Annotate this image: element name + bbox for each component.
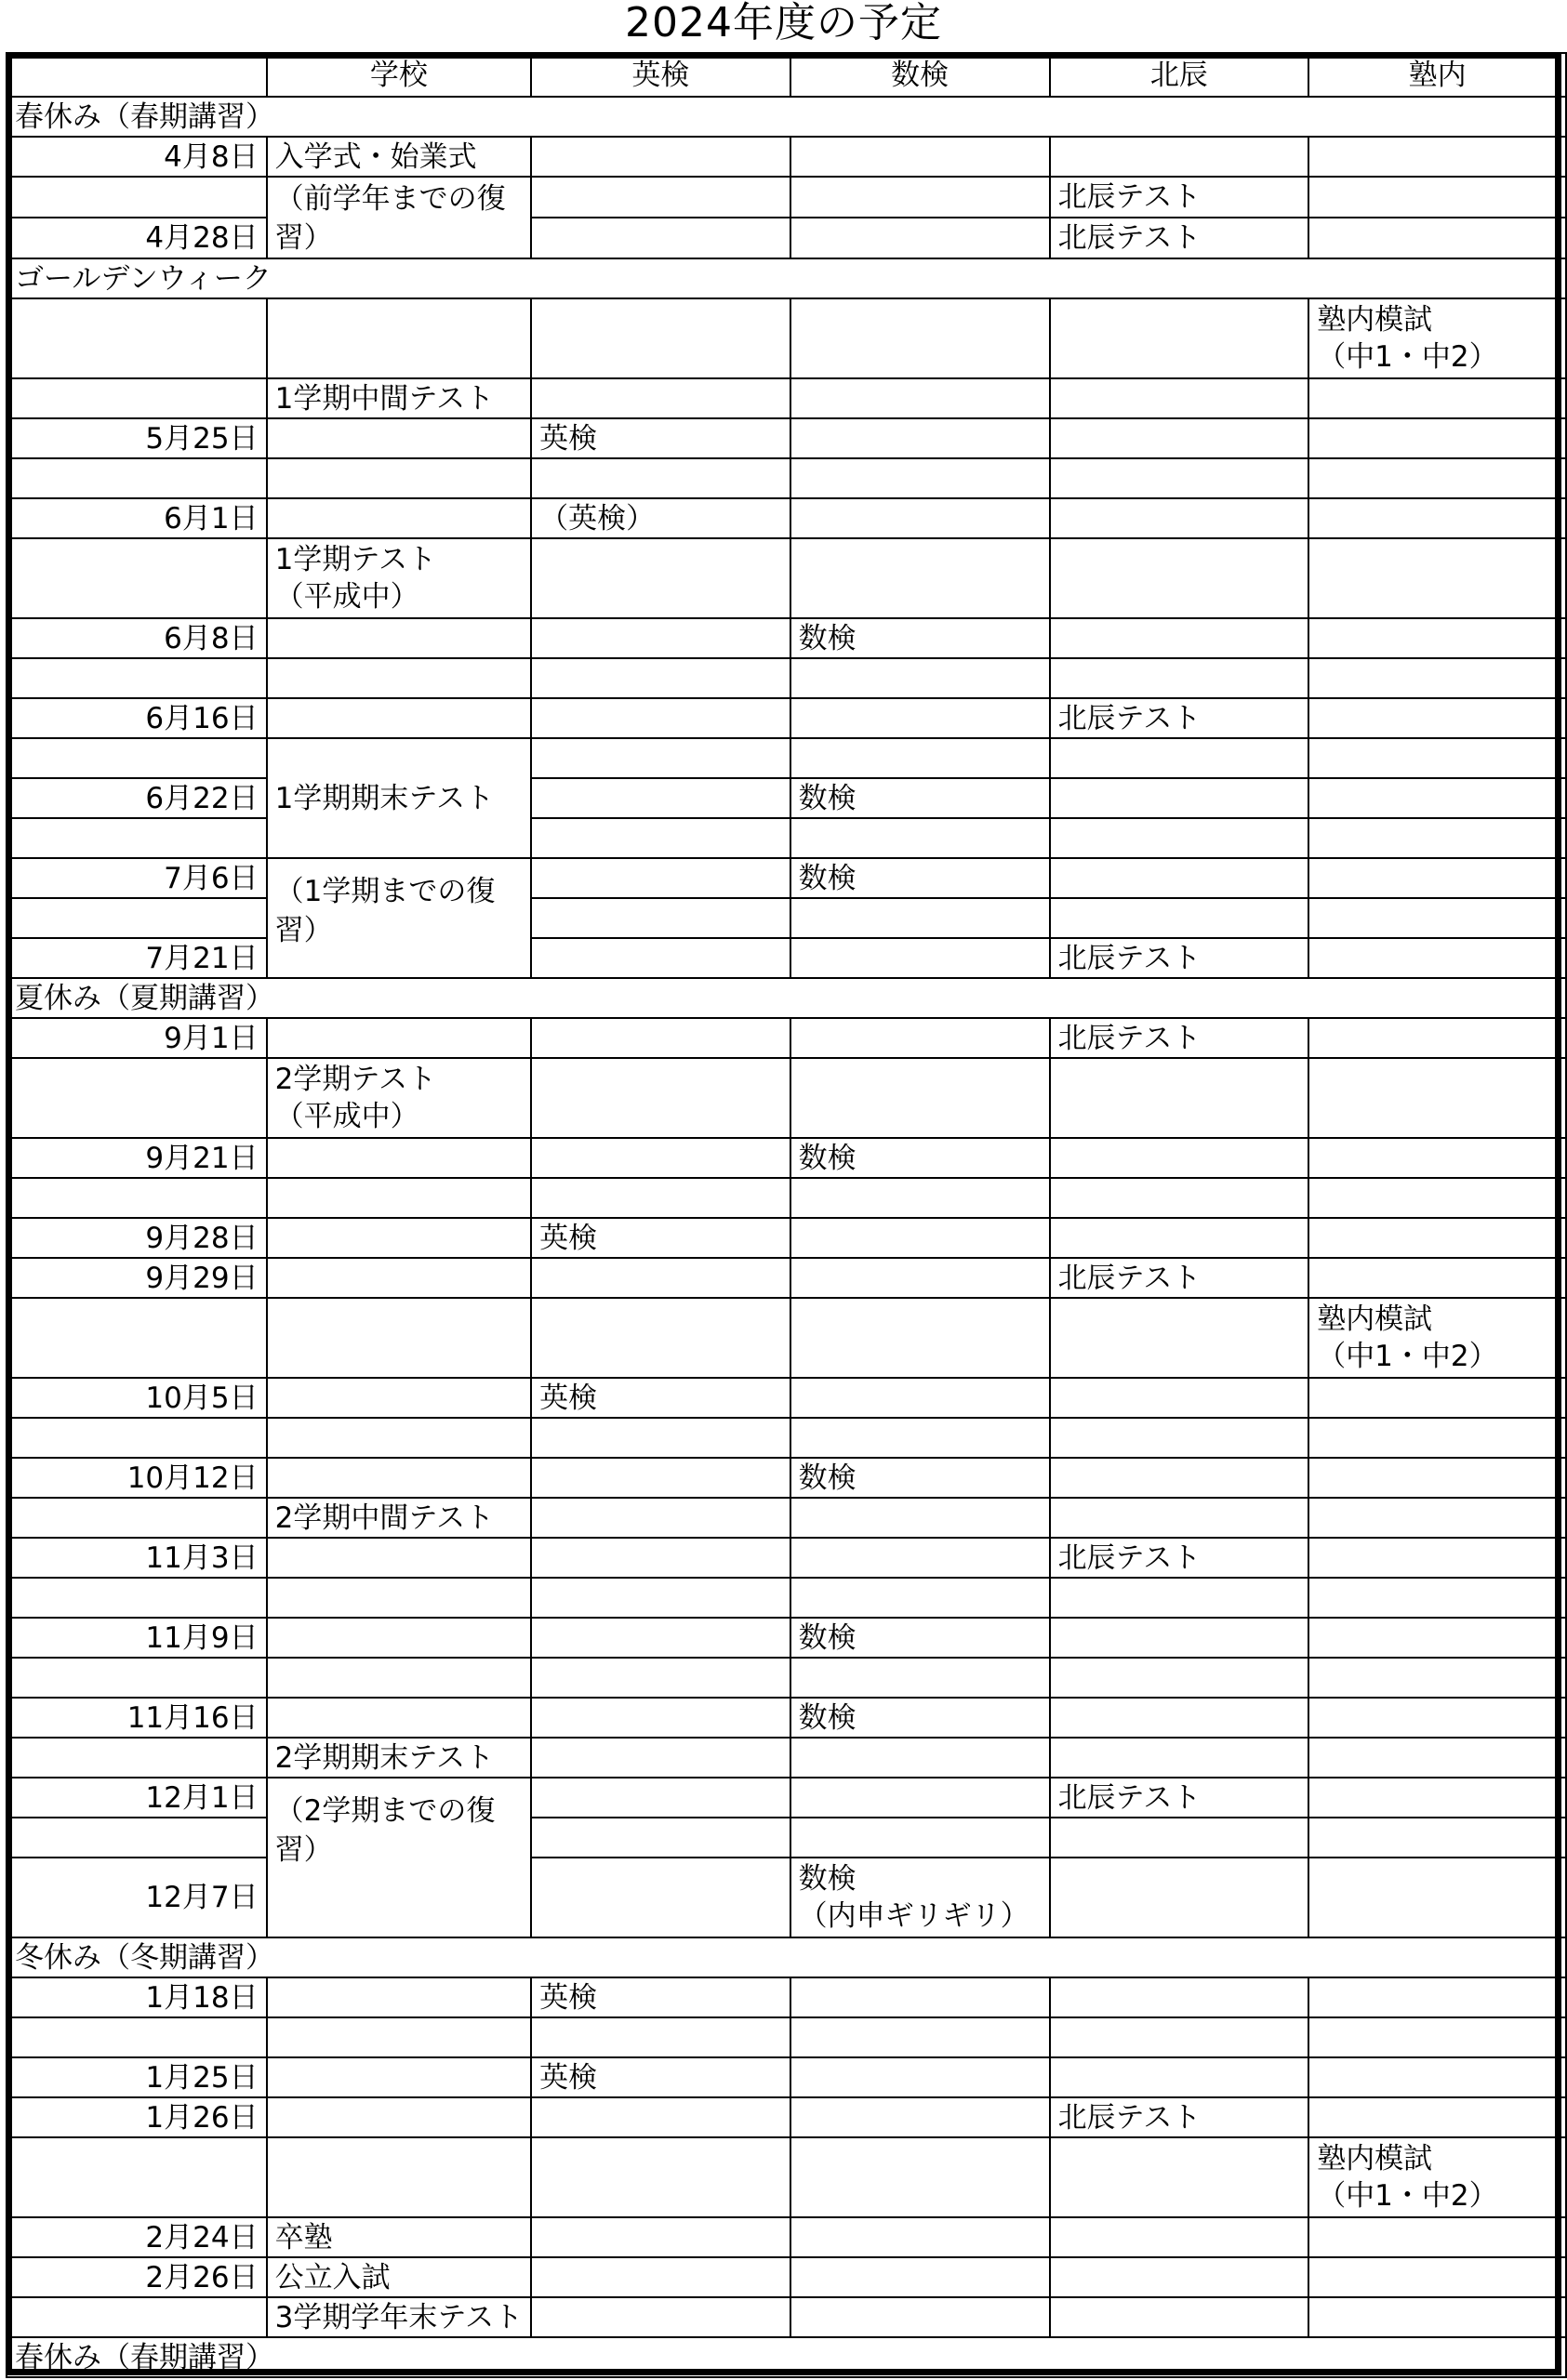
school-cell: （前学年までの復習） bbox=[267, 177, 531, 258]
date-cell: 2月24日 bbox=[7, 2217, 267, 2257]
school-cell: （2学期までの復習） bbox=[267, 1778, 531, 1937]
school-cell: 入学式・始業式 bbox=[267, 137, 531, 177]
date-cell: 12月1日 bbox=[7, 1778, 267, 1818]
suken-cell: 数検 bbox=[790, 1138, 1050, 1178]
page-title: 2024年度の予定 bbox=[625, 0, 942, 46]
section-label: 春休み（春期講習） bbox=[7, 2337, 1566, 2377]
date-cell: 11月3日 bbox=[7, 1538, 267, 1578]
date-cell: 11月9日 bbox=[7, 1618, 267, 1658]
date-cell: 1月25日 bbox=[7, 2057, 267, 2097]
hokushin-cell: 北辰テスト bbox=[1050, 2097, 1309, 2137]
date-cell: 12月7日 bbox=[7, 1858, 267, 1937]
eiken-cell: 英検 bbox=[531, 1378, 790, 1418]
jukunai-cell: 塾内模試 （中1・中2） bbox=[1308, 1298, 1566, 1378]
hokushin-cell: 北辰テスト bbox=[1050, 1778, 1309, 1818]
school-cell: 2学期期末テスト bbox=[267, 1738, 531, 1778]
date-cell: 6月22日 bbox=[7, 778, 267, 818]
suken-cell: 数検 bbox=[790, 1698, 1050, 1738]
header-school: 学校 bbox=[267, 53, 531, 97]
eiken-cell: （英検） bbox=[531, 498, 790, 538]
header-eiken: 英検 bbox=[531, 53, 790, 97]
suken-cell: 数検 bbox=[790, 1618, 1050, 1658]
school-cell: 3学期学年末テスト bbox=[267, 2297, 531, 2337]
hokushin-cell: 北辰テスト bbox=[1050, 938, 1309, 978]
suken-cell: 数検 bbox=[790, 1458, 1050, 1498]
eiken-cell: 英検 bbox=[531, 2057, 790, 2097]
date-cell: 2月26日 bbox=[7, 2257, 267, 2297]
school-cell: 1学期中間テスト bbox=[267, 378, 531, 418]
hokushin-cell: 北辰テスト bbox=[1050, 218, 1309, 258]
eiken-cell: 英検 bbox=[531, 1218, 790, 1258]
section-label: ゴールデンウィーク bbox=[7, 258, 1566, 298]
suken-cell: 数検 bbox=[790, 778, 1050, 818]
school-cell: 卒塾 bbox=[267, 2217, 531, 2257]
school-cell: 公立入試 bbox=[267, 2257, 531, 2297]
date-cell: 10月12日 bbox=[7, 1458, 267, 1498]
date-cell: 4月8日 bbox=[7, 137, 267, 177]
school-cell: （1学期までの復習） bbox=[267, 858, 531, 978]
school-cell: 1学期テスト （平成中） bbox=[267, 538, 531, 618]
suken-cell: 数検 bbox=[790, 618, 1050, 658]
date-cell: 9月21日 bbox=[7, 1138, 267, 1178]
date-cell: 6月16日 bbox=[7, 698, 267, 738]
hokushin-cell: 北辰テスト bbox=[1050, 177, 1309, 218]
date-cell: 1月18日 bbox=[7, 1977, 267, 2017]
date-cell: 1月26日 bbox=[7, 2097, 267, 2137]
eiken-cell: 英検 bbox=[531, 1977, 790, 2017]
date-cell: 10月5日 bbox=[7, 1378, 267, 1418]
header-hokushin: 北辰 bbox=[1050, 53, 1309, 97]
hokushin-cell: 北辰テスト bbox=[1050, 698, 1309, 738]
date-cell: 5月25日 bbox=[7, 418, 267, 458]
section-label: 夏休み（夏期講習） bbox=[7, 978, 1566, 1018]
hokushin-cell: 北辰テスト bbox=[1050, 1258, 1309, 1298]
jukunai-cell: 塾内模試 （中1・中2） bbox=[1308, 298, 1566, 378]
eiken-cell: 英検 bbox=[531, 418, 790, 458]
date-cell: 6月1日 bbox=[7, 498, 267, 538]
header-jukunai: 塾内 bbox=[1308, 53, 1566, 97]
jukunai-cell: 塾内模試 （中1・中2） bbox=[1308, 2137, 1566, 2217]
school-cell: 2学期中間テスト bbox=[267, 1498, 531, 1538]
hokushin-cell: 北辰テスト bbox=[1050, 1538, 1309, 1578]
table-outer-frame bbox=[6, 52, 1561, 2375]
date-cell: 9月1日 bbox=[7, 1018, 267, 1058]
header-suken: 数検 bbox=[790, 53, 1050, 97]
date-cell: 7月6日 bbox=[7, 858, 267, 898]
date-cell: 7月21日 bbox=[7, 938, 267, 978]
suken-cell: 数検 （内申ギリギリ） bbox=[790, 1858, 1050, 1937]
date-cell: 9月28日 bbox=[7, 1218, 267, 1258]
school-cell: 1学期期末テスト bbox=[267, 738, 531, 858]
school-cell: 2学期テスト （平成中） bbox=[267, 1058, 531, 1138]
hokushin-cell: 北辰テスト bbox=[1050, 1018, 1309, 1058]
section-label: 春休み（春期講習） bbox=[7, 97, 1566, 137]
section-label: 冬休み（冬期講習） bbox=[7, 1937, 1566, 1977]
date-cell: 11月16日 bbox=[7, 1698, 267, 1738]
date-cell: 9月29日 bbox=[7, 1258, 267, 1298]
suken-cell: 数検 bbox=[790, 858, 1050, 898]
date-cell: 6月8日 bbox=[7, 618, 267, 658]
date-cell: 4月28日 bbox=[7, 218, 267, 258]
